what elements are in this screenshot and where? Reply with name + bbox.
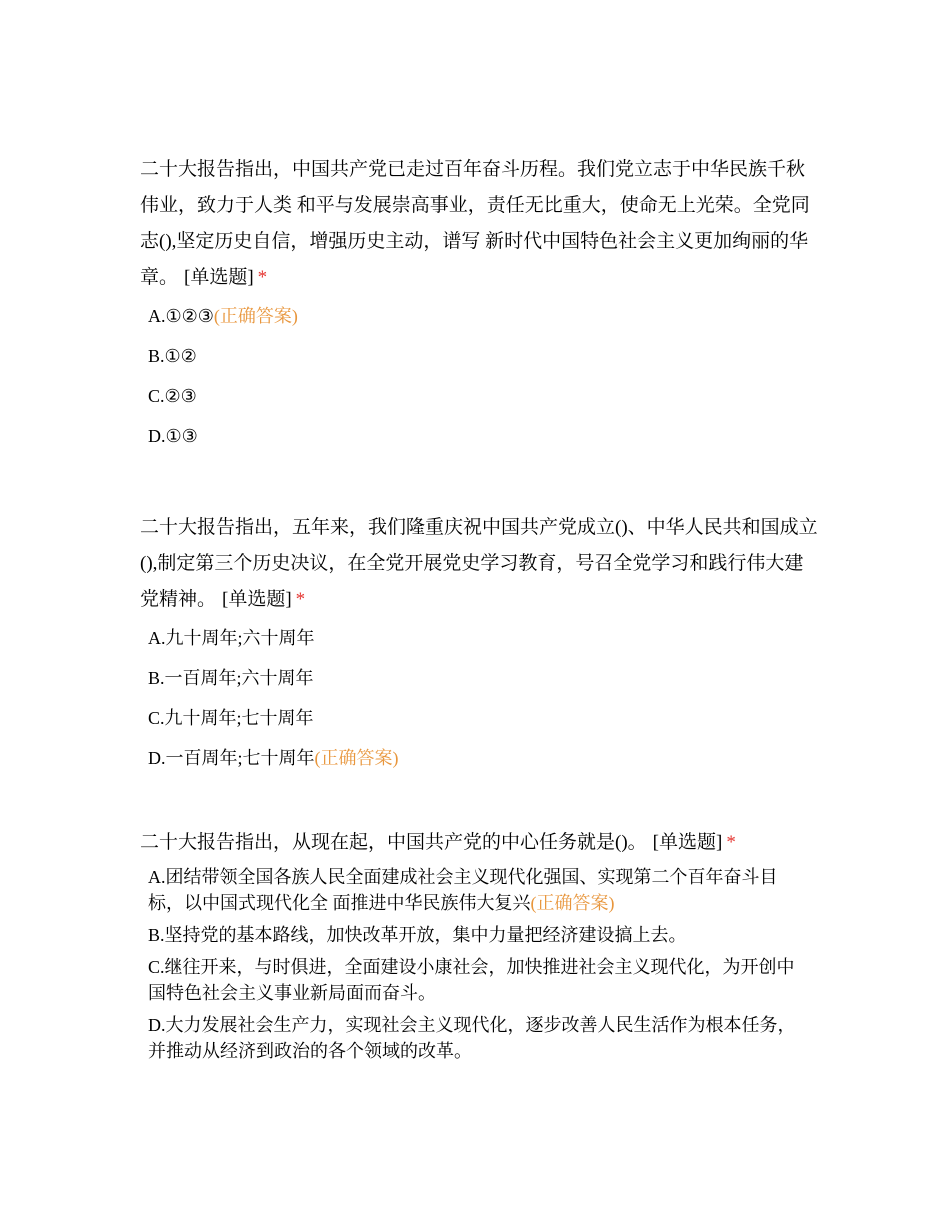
option-d bbox=[148, 1012, 808, 1064]
option-text: D.一百周年;七十周年 bbox=[148, 748, 315, 768]
required-mark: * bbox=[295, 589, 306, 610]
option-text: A.九十周年;六十周年 bbox=[148, 628, 315, 648]
correct-answer-tag: (正确答案) bbox=[530, 893, 615, 913]
question-text: 二十大报告指出，从现在起，中国共产党的中心任务就是()。 bbox=[140, 832, 647, 853]
option-a bbox=[148, 864, 808, 916]
option-c bbox=[148, 384, 820, 408]
option-text: C.继往开来，与时俱进，全面建设小康社会，加快推进社会主义现代化，为开创中国特色社会主义事业新局面而奋斗。 bbox=[148, 957, 795, 1003]
question-stem bbox=[140, 828, 820, 858]
option-b bbox=[148, 922, 808, 948]
option-b bbox=[148, 666, 820, 690]
option-text: B.①② bbox=[148, 346, 197, 366]
option-text: C.九十周年;七十周年 bbox=[148, 708, 314, 728]
option-text: A.①②③ bbox=[148, 306, 214, 326]
option-d bbox=[148, 424, 820, 448]
option-a bbox=[148, 304, 820, 328]
option-text: B.一百周年;六十周年 bbox=[148, 668, 314, 688]
question-2 bbox=[140, 510, 820, 786]
option-c bbox=[148, 954, 808, 1006]
option-d bbox=[148, 746, 820, 770]
option-list bbox=[140, 864, 820, 1064]
option-list bbox=[140, 304, 820, 448]
option-list bbox=[140, 626, 820, 770]
question-3 bbox=[140, 828, 820, 1070]
option-b bbox=[148, 344, 820, 368]
option-text: B.坚持党的基本路线，加快改革开放，集中力量把经济建设搞上去。 bbox=[148, 925, 687, 945]
question-text: 二十大报告指出，中国共产党已走过百年奋斗历程。我们党立志于中华民族千秋伟业，致力于人类 和平与发展崇高事业，责任无比重大，使命无上光荣。全党同志(),坚定历史自信，增强历史主动，谱写 新时代中国特色社会主义更加绚丽的华章。 bbox=[140, 159, 810, 288]
option-a bbox=[148, 626, 820, 650]
option-text: D.大力发展社会生产力，实现社会主义现代化，逐步改善人民生活作为根本任务，并推动从经济到政治的各个领域的改革。 bbox=[148, 1015, 796, 1061]
option-text: A.团结带领全国各族人民全面建成社会主义现代化强国、实现第二个百年奋斗目标，以中国式现代化全 面推进中华民族伟大复兴 bbox=[148, 867, 778, 913]
question-type-label: [单选题] bbox=[222, 589, 292, 610]
required-mark: * bbox=[257, 267, 268, 288]
question-stem bbox=[140, 152, 820, 296]
question-type-label: [单选题] bbox=[652, 832, 723, 853]
correct-answer-tag: (正确答案) bbox=[213, 306, 298, 326]
question-text: 二十大报告指出，五年来，我们隆重庆祝中国共产党成立()、中华人民共和国成立(),制定第三个历史决议，在全党开展党史学习教育，号召全党学习和践行伟大建党精神。 bbox=[140, 517, 818, 610]
question-type-label: [单选题] bbox=[184, 267, 254, 288]
option-c bbox=[148, 706, 820, 730]
correct-answer-tag: (正确答案) bbox=[314, 748, 399, 768]
option-text: D.①③ bbox=[148, 426, 198, 446]
option-text: C.②③ bbox=[148, 386, 197, 406]
required-mark: * bbox=[726, 832, 736, 853]
question-1 bbox=[140, 152, 820, 464]
question-stem bbox=[140, 510, 820, 618]
